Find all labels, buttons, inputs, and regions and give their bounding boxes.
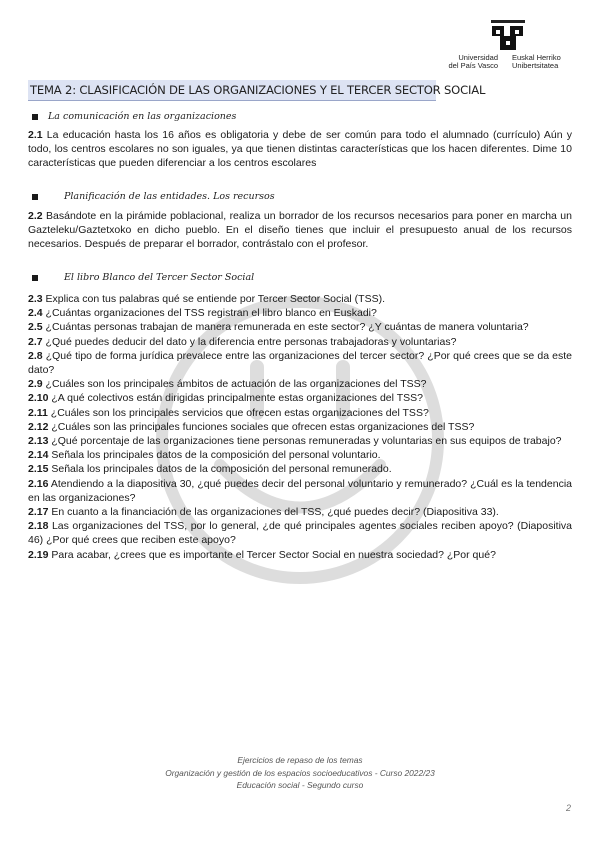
- question-number: 2.4: [28, 307, 43, 320]
- question-item: [28, 292, 572, 306]
- question-text: Señala los principales datos de la composición del personal remunerado.: [48, 463, 392, 476]
- question-text: ¿Cuáles son las principales funciones sociales que ofrecen estas organizaciones del TSS?: [48, 420, 475, 433]
- question-block: [28, 209, 572, 252]
- question-number: 2.17: [28, 506, 49, 519]
- question-block: [28, 128, 572, 171]
- logo-text-spanish: Universidad del País Vasco: [448, 53, 498, 70]
- question-text: Para acabar, ¿crees que es importante el Tercer Sector Social en nuestra sociedad? ¿Por qué?: [48, 548, 496, 561]
- question-text: Las organizaciones del TSS, por lo general, ¿de qué principales agentes sociales reciben apoyo? (Diapositiva 46) ¿Por qué crees que reciben este apoyo?: [28, 520, 572, 547]
- question-text: ¿Cuáles son los principales servicios que ofrecen estas organizaciones del TSS?: [47, 406, 429, 419]
- question-text: ¿Qué puedes deducir del dato y la diferencia entre personas trabajadoras y voluntarias?: [42, 335, 457, 348]
- section-heading-white-book: [32, 272, 254, 283]
- square-bullet-icon: [32, 275, 38, 281]
- question-item: [28, 406, 572, 420]
- question-item: [28, 548, 572, 562]
- question-number: 2.14: [28, 449, 49, 462]
- question-text: En cuanto a la financiación de las organizaciones del TSS, ¿qué puedes decir? (Diapositiva 33).: [48, 506, 499, 519]
- question-number: 2.18: [28, 520, 49, 533]
- question-number: 2.15: [28, 463, 49, 476]
- question-item: [28, 448, 572, 462]
- question-number: 2.12: [28, 420, 49, 433]
- question-item: [28, 391, 572, 405]
- question-text: Explica con tus palabras qué se entiende por Tercer Sector Social (TSS).: [42, 293, 386, 305]
- question-item: [28, 209, 572, 252]
- question-number: 2.9: [28, 378, 43, 391]
- section-heading-label: El libro Blanco del Tercer Sector Social: [64, 272, 255, 283]
- question-text: La educación hasta los 16 años es obligatoria y debe de ser común para todo el alumnado (currículo) Aún y todo, los centros escolares no son iguales, ya que tienen distintas características que los hacen diferentes. Dime 10 características que pueden diferenciar a los centros escolares: [28, 129, 572, 170]
- question-item: [28, 128, 572, 171]
- square-bullet-icon: [32, 194, 38, 200]
- question-number: 2.19: [28, 548, 49, 561]
- university-emblem-icon: [490, 20, 526, 52]
- question-text: Atendiendo a la diapositiva 30, ¿qué puedes decir del personal voluntario y remunerado? ¿Cuál es la tendencia en las organizaciones?: [28, 477, 572, 504]
- question-text: Señala los principales datos de la composición del personal voluntario.: [48, 449, 381, 462]
- page-title: TEMA 2: CLASIFICACIÓN DE LAS ORGANIZACIONES Y EL TERCER SECTOR SOCIAL: [28, 80, 436, 101]
- question-item: [28, 420, 572, 434]
- question-text: ¿Cuántas personas trabajan de manera remunerada en este sector? ¿Y cuántas de manera voluntaria?: [42, 321, 529, 334]
- logo-text-basque: Euskal Herriko Unibertsitatea: [512, 53, 561, 70]
- question-item: [28, 462, 572, 476]
- question-number: 2.16: [28, 477, 49, 490]
- question-item: [28, 477, 572, 505]
- question-list: [28, 292, 572, 562]
- footer-line-1: Ejercicios de repaso de los temas: [237, 755, 363, 765]
- question-item: [28, 306, 572, 320]
- square-bullet-icon: [32, 114, 38, 120]
- question-number: 2.7: [28, 335, 43, 348]
- question-item: [28, 519, 572, 547]
- question-text: ¿Qué porcentaje de las organizaciones tiene personas remuneradas y voluntarias en sus equipos de trabajo?: [48, 435, 562, 448]
- question-number: 2.1: [28, 129, 43, 141]
- question-number: 2.2: [28, 210, 43, 222]
- question-item: [28, 320, 572, 334]
- question-number: 2.11: [28, 406, 48, 419]
- question-number: 2.10: [28, 392, 49, 405]
- question-item: [28, 335, 572, 349]
- question-text: ¿A qué colectivos están dirigidas principalmente estas organizaciones del TSS?: [48, 392, 423, 405]
- question-number: 2.3: [28, 293, 43, 305]
- section-heading-label: Planificación de las entidades. Los recursos: [64, 191, 275, 202]
- footer-line-3: Educación social - Segundo curso: [236, 780, 364, 790]
- section-heading-communication: [32, 111, 236, 122]
- question-number: 2.13: [28, 435, 49, 448]
- page-footer: [0, 754, 600, 792]
- footer-line-2: Organización y gestión de los espacios socioeducativos - Curso 2022/23: [165, 767, 435, 778]
- question-item: [28, 349, 572, 377]
- question-text: ¿Qué tipo de forma jurídica prevalece entre las organizaciones del tercer sector? ¿Por qué crees que se da este dato?: [28, 349, 572, 377]
- question-number: 2.5: [28, 321, 43, 334]
- question-text: ¿Cuáles son los principales ámbitos de actuación de las organizaciones del TSS?: [42, 378, 427, 391]
- question-item: [28, 377, 572, 391]
- question-text: ¿Cuántas organizaciones del TSS registran el libro blanco en Euskadi?: [42, 307, 377, 320]
- section-heading-label: La comunicación en las organizaciones: [48, 111, 237, 122]
- section-heading-planning: [32, 191, 275, 202]
- page-number: 2: [566, 803, 572, 813]
- question-item: [28, 505, 572, 519]
- question-item: [28, 434, 572, 448]
- question-text: Basándote en la pirámide poblacional, realiza un borrador de los recursos necesarios para poner en marcha un Gazteleku/Gaztetxoko en dicho pueblo. En el diseño tienes que incluir el presupuesto anual de los recursos necesarios. Después de preparar el borrador, contrástalo con el profesor.: [28, 210, 572, 251]
- university-logo: [440, 18, 570, 78]
- question-number: 2.8: [28, 349, 43, 362]
